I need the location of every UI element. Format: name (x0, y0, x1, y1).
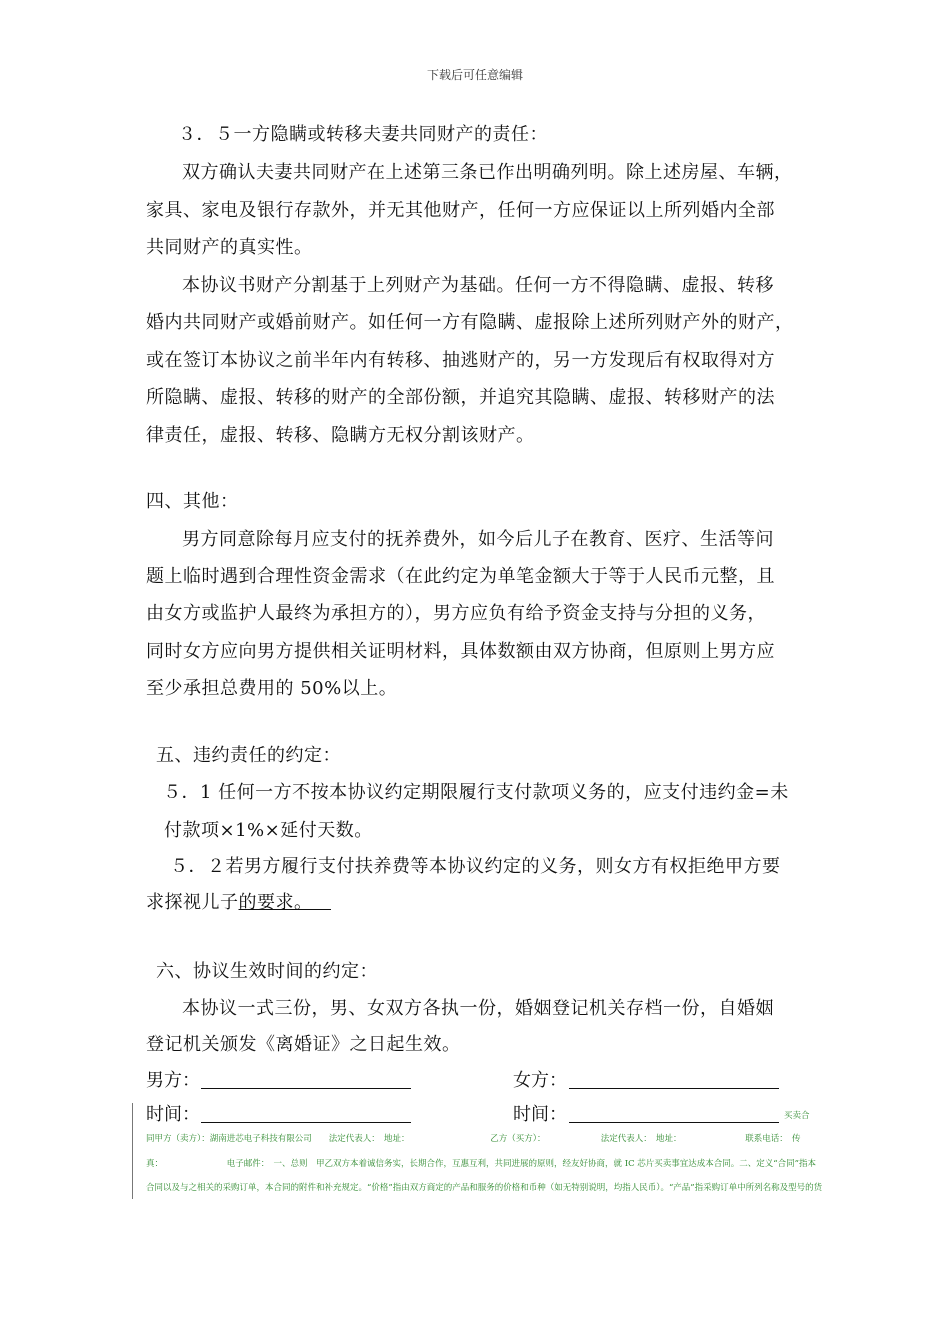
paragraph-line: 婚内共同财产或婚前财产。如任何一方有隐瞒、虚报除上述所列财产外的财产， (146, 312, 794, 333)
clause-5-2-line: ５．２若男方履行支付扶养费等本协议约定的义务，则女方有权拒绝甲方要 (170, 856, 781, 877)
female-signature-label: 女方： (513, 1070, 567, 1091)
male-signature-field[interactable] (201, 1088, 411, 1089)
paragraph-line: 男方同意除每月应支付的抚养费外，如今后儿子在教育、医疗、生活等问 (182, 529, 774, 550)
male-date-label: 时间： (146, 1104, 200, 1125)
section-5-title: 五、违约责任的约定： (156, 745, 341, 766)
male-signature-label: 男方： (146, 1070, 200, 1091)
section-3-5-title: ３．５一方隐瞒或转移夫妻共同财产的责任： (178, 124, 548, 145)
female-date-label: 时间： (513, 1104, 567, 1125)
overlay-text-tail: 买卖合 (784, 1111, 810, 1121)
paragraph-line: 本协议书财产分割基于上列财产为基础。任何一方不得隐瞒、虚报、转移 (182, 275, 774, 296)
male-date-field[interactable] (201, 1122, 411, 1123)
paragraph-line: 登记机关颁发《离婚证》之日起生效。 (146, 1034, 461, 1055)
clause-5-1-line: 付款项×1%×延付天数。 (164, 820, 373, 841)
paragraph-line: 至少承担总费用的 50%以上。 (146, 678, 398, 699)
paragraph-line: 共同财产的真实性。 (146, 237, 313, 258)
overlay-text-line: 同甲方（卖方）：湖南进芯电子科技有限公司 法定代表人： 地址： 乙方（买方）： 法定代表人： 地址： 联系电话： 传 (146, 1134, 801, 1144)
paragraph-line: 家具、家电及银行存款外，并无其他财产，任何一方应保证以上所列婚内全部 (146, 200, 775, 221)
female-date-field[interactable] (569, 1122, 779, 1123)
underlined-text: 的要求。 (238, 892, 313, 913)
clause-5-1-line: ５．1 任何一方不按本协议约定期限履行支付款项义务的，应支付违约金=未 (163, 782, 789, 803)
paragraph-line: 由女方或监护人最终为承担方的），男方应负有给予资金支持与分担的义务， (146, 603, 766, 624)
paragraph-line: 双方确认夫妻共同财产在上述第三条已作出明确列明。除上述房屋、车辆， (182, 162, 793, 183)
page-header: 下载后可任意编辑 (426, 68, 523, 82)
overlay-text-line: 真： 电子邮件： 一、总则 甲乙双方本着诚信务实，长期合作，互惠互利，共同进展的原则，经友好协商，就 IC 芯片买卖事宜达成本合同。二、定义“合同”指本 (146, 1159, 816, 1169)
section-6-title: 六、协议生效时间的约定： (156, 961, 378, 982)
paragraph-line: 律责任，虚报、转移、隐瞒方无权分割该财产。 (146, 425, 535, 446)
margin-rule (132, 1103, 133, 1199)
paragraph-line: 同时女方应向男方提供相关证明材料，具体数额由双方协商，但原则上男方应 (146, 641, 775, 662)
female-signature-field[interactable] (569, 1088, 779, 1089)
overlay-text-line: 合同以及与之相关的采购订单，本合同的附件和补充规定。“价格”指由双方商定的产品和服务的价格和币种（如无特别说明，均指人民币）。“产品”指采购订单中所列名称及型号的货 (146, 1183, 823, 1193)
section-4-title: 四、其他： (146, 491, 239, 512)
clause-5-2-text: 求探视儿子 (146, 892, 239, 913)
paragraph-line: 或在签订本协议之前半年内有转移、抽逃财产的，另一方发现后有权取得对方 (146, 350, 775, 371)
clause-5-2-line (146, 892, 331, 914)
paragraph-line: 所隐瞒、虚报、转移的财产的全部份额，并追究其隐瞒、虚报、转移财产的法 (146, 387, 775, 408)
paragraph-line: 本协议一式三份，男、女双方各执一份，婚姻登记机关存档一份，自婚姻 (182, 998, 774, 1019)
paragraph-line: 题上临时遇到合理性资金需求（在此约定为单笔金额大于等于人民币元整，且 (146, 566, 775, 587)
